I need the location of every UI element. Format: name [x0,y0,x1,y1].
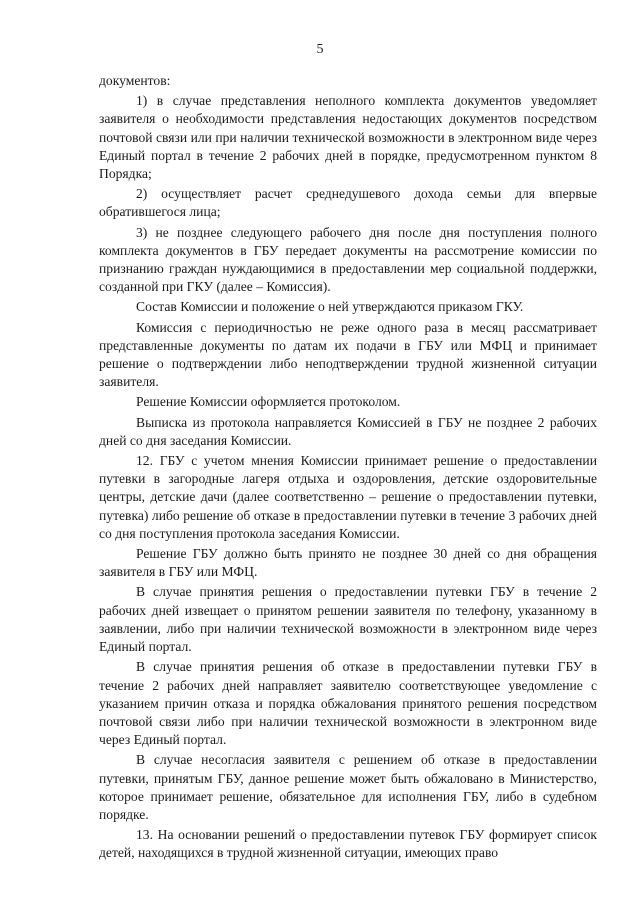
paragraph: Решение ГБУ должно быть принято не позднее 30 дней со дня обращения заявителя в ГБУ или МФЦ. [99,546,597,580]
paragraph: 1) в случае представления неполного комплекта документов уведомляет заявителя о необходимости представления недостающих документов посредством почтовой связи или при наличии технической возможности в электронном виде через Единый портал в течение 2 рабочих дней в порядке, предусмотренном пунктом 8 Порядка; [99,93,597,182]
paragraph: В случае принятия решения о предоставлении путевки ГБУ в течение 2 рабочих дней извещает о принятом решении заявителя по телефону, указанному в заявлении, либо при наличии технической возможности в электронном виде через Единый портал. [99,584,597,655]
paragraph: 3) не позднее следующего рабочего дня после дня поступления полного комплекта документов в ГБУ передает документы на рассмотрение комиссии по признанию граждан нуждающимися в предоставлении мер социальной поддержки, созданной при ГКУ (далее – Комиссия). [99,224,597,295]
paragraph: 12. ГБУ с учетом мнения Комиссии принимает решение о предоставлении путевки в загородные лагеря отдыха и оздоровления, детские оздоровительные центры, детские дачи (далее соответственно – решение о предоставлении путевки, путевка) либо решение об отказе в предоставлении путевки в течение 3 рабочих дней со дня поступления протокола заседания Комиссии. [99,453,597,541]
paragraph: Состав Комиссии и положение о ней утверждаются приказом ГКУ. [136,299,524,315]
paragraph: Комиссия с периодичностью не реже одного раза в месяц рассматривает представленные документы по датам их подачи в ГБУ или МФЦ и принимает решение о подтверждении либо неподтверждении трудной жизненной ситуации заявителя. [99,319,597,390]
paragraph: Выписка из протокола направляется Комиссией в ГБУ не позднее 2 рабочих дней со дня заседания Комиссии. [99,414,597,448]
paragraph: документов: [99,73,171,88]
paragraph: 13. На основании решений о предоставлении путевок ГБУ формирует список детей, находящихся в трудной жизненной ситуации, имеющих право [99,827,597,861]
paragraph: В случае принятия решения об отказе в предоставлении путевки ГБУ в течение 2 рабочих дней направляет заявителю соответствующее уведомление с указанием причин отказа и порядка обжалования принятого решения посредством почтовой связи либо при наличии технической возможности в электронном виде через Единый портал. [99,659,597,748]
page-number: 5 [316,42,324,57]
paragraph: В случае несогласия заявителя с решением об отказе в предоставлении путевки, принятым ГБУ, данное решение может быть обжаловано в Министерство, которое принимает решение, обязательное для исполнения ГБУ, либо в судебном порядке. [99,752,597,822]
document-body [99,72,597,865]
paragraph: Решение Комиссии оформляется протоколом. [136,394,401,410]
paragraph: 2) осуществляет расчет среднедушевого дохода семьи для впервые обратившегося лица; [99,186,597,220]
